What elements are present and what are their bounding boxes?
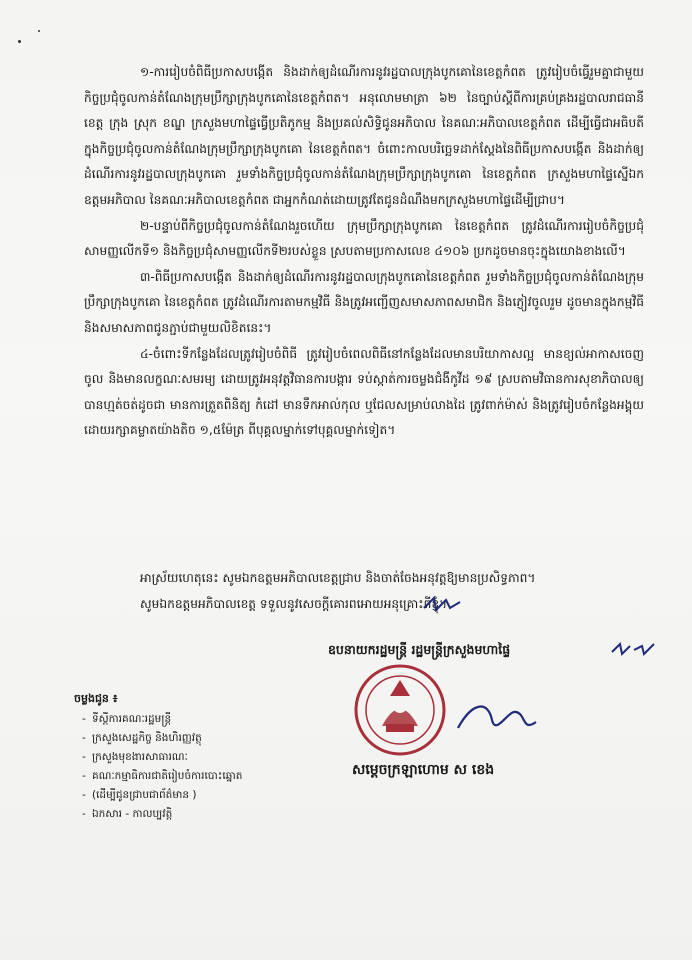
paragraph-4: ៤-ចំពោះទីកន្លែងដែលត្រូវរៀបចំពិធី ត្រូវរៀបចំពេលពិធីនៅកន្លែងដែលមានបរិយាកាសល្អ មានខ្យល់អាកាសចេញចូល និងមានលក្ខណៈសមរម្យ ដោយត្រូវអនុវត្តវិធានការបង្ការ ទប់ស្កាត់ការចម្លងជំងឺកូវីដ ១៩ ស្របតាមវិធានការសុខាភិបាលឲ្យបានហ្មត់ចត់ដូចជា មានការត្រួតពិនិត្យ កំដៅ មានទឹកអាល់កុល ឬជែលសម្រាប់លាងដៃ ត្រូវពាក់ម៉ាស់ និងត្រូវរៀបចំកន្លែងអង្គុយដោយរក្សាគម្លាតយ៉ាងតិច ១,៥ម៉ែត្រ ពីបុគ្គលម្នាក់ទៅបុគ្គលម្នាក់ទៀត។ <box>84 346 644 438</box>
signatory-title: ឧបនាយករដ្ឋមន្ត្រី រដ្ឋមន្ត្រីក្រសួងមហាផ្ទៃ <box>328 642 511 657</box>
cc-list <box>82 710 242 824</box>
paragraph-2: ២-បន្ទាប់ពីកិច្ចប្រជុំចូលកាន់តំណែងរួចហើយ ក្រុមប្រឹក្សាក្រុងបូកគោ នៃខេត្តកំពត ត្រូវដំណើរការរៀបចំកិច្ចប្រជុំសាមញ្ញលើកទី១ និងកិច្ចប្រជុំសាមញ្ញលើកទី២របស់ខ្លួន ស្របតាមប្រកាសលេខ ៤១០៦ ប្រកដូចមានចុះក្នុងយោងខាងលើ។ <box>84 218 644 259</box>
cc-item: - ទីស្តីការគណៈរដ្ឋមន្ត្រី <box>82 710 242 729</box>
scan-speck <box>18 40 21 43</box>
official-seal <box>352 662 448 758</box>
cc-heading: ចម្លងជូន ៖ <box>74 692 118 705</box>
title-scribble <box>608 638 658 660</box>
signer-name: សម្តេចក្រឡាហោម ស ខេង <box>352 762 495 778</box>
cc-item: - ក្រសួងមុខងារសាធារណៈ <box>82 748 242 767</box>
cc-item: - ក្រសួងសេដ្ឋកិច្ច និងហិរញ្ញវត្ថុ <box>82 729 242 748</box>
scan-speck <box>38 30 40 32</box>
cc-item-note: - (ដើម្បីជូនជ្រាបជាព័ត៌មាន ) <box>82 786 242 805</box>
cc-item: - គណៈកម្មាធិការជាតិរៀបចំការបោះឆ្នោត <box>82 767 242 786</box>
paragraph-3: ៣-ពិធីប្រកាសបង្កើត និងដាក់ឲ្យដំណើរការនូវរដ្ឋបាលក្រុងបូកគោនៃខេត្តកំពត រួមទាំងកិច្ចប្រជុំចូលកាន់តំណែងក្រុមប្រឹក្សាក្រុងបូកគោ នៃខេត្តកំពត ត្រូវដំណើរការតាមកម្មវិធី និងត្រូវអញ្ជើញសមាសភាពសមាជិក និងភ្ញៀវចូលរួម ដូចមានក្នុងកម្មវិធី និងសមាសភាពជូនភ្ជាប់ជាមួយលិខិតនេះ។ <box>84 269 644 335</box>
closing-line-1: អាស្រ័យហេតុនេះ សូមឯកឧត្តមអភិបាលខេត្តជ្រាប និងចាត់ចែងអនុវត្តឱ្យមានប្រសិទ្ធភាព។ <box>140 571 536 585</box>
cc-item: - ឯកសារ - កាលប្បវត្តិ <box>82 805 242 824</box>
letter-body <box>84 60 644 444</box>
initials-scribble <box>420 592 464 616</box>
handwritten-signature <box>452 692 542 742</box>
paragraph-1: ១-ការរៀបចំពិធីប្រកាសបង្កើត និងដាក់ឲ្យដំណើរការនូវរដ្ឋបាលក្រុងបូកគោនៃខេត្តកំពត ត្រូវរៀបចំធ្វើរួមគ្នាជាមួយកិច្ចប្រជុំចូលកាន់តំណែងក្រុមប្រឹក្សាក្រុងបូកគោនៃខេត្តកំពត។ អនុលោមមាត្រា ៦២ នៃច្បាប់ស្តីពីការគ្រប់គ្រងរដ្ឋបាលរាជធានី ខេត្ត ក្រុង ស្រុក ខណ្ឌ ក្រសួងមហាផ្ទៃធ្វើប្រតិភូកម្ម និងប្រគល់សិទ្ធិជូនអភិបាល នៃគណៈអភិបាលខេត្តកំពត ដើម្បីធ្វើជាអធិបតីក្នុងកិច្ចប្រជុំចូលកាន់តំណែងក្រុមប្រឹក្សាក្រុងបូកគោ នៃខេត្តកំពត។ ចំពោះកាលបរិច្ឆេទដាក់ស្តែងនៃពិធីប្រកាសបង្កើត និងដាក់ឲ្យដំណើរការនូវរដ្ឋបាលក្រុងបូកគោ រួមទាំងកិច្ចប្រជុំចូលកាន់តំណែងក្រុមប្រឹក្សាក្រុងបូកគោ នៃខេត្តកំពត ក្រសួងមហាផ្ទៃស្នើឯកឧត្តមអភិបាល នៃគណៈអភិបាលខេត្តកំពត ជាអ្នកកំណត់ដោយត្រូវតែជូនដំណឹងមកក្រសួងមហាផ្ទៃដើម្បីជ្រាប។ <box>84 65 644 207</box>
closing-line-2: សូមឯកឧត្តមអភិបាលខេត្ត ទទួលនូវសេចក្តីគោរពអោយអនុគ្រោះពីខ្ញុំ។ <box>140 597 448 611</box>
